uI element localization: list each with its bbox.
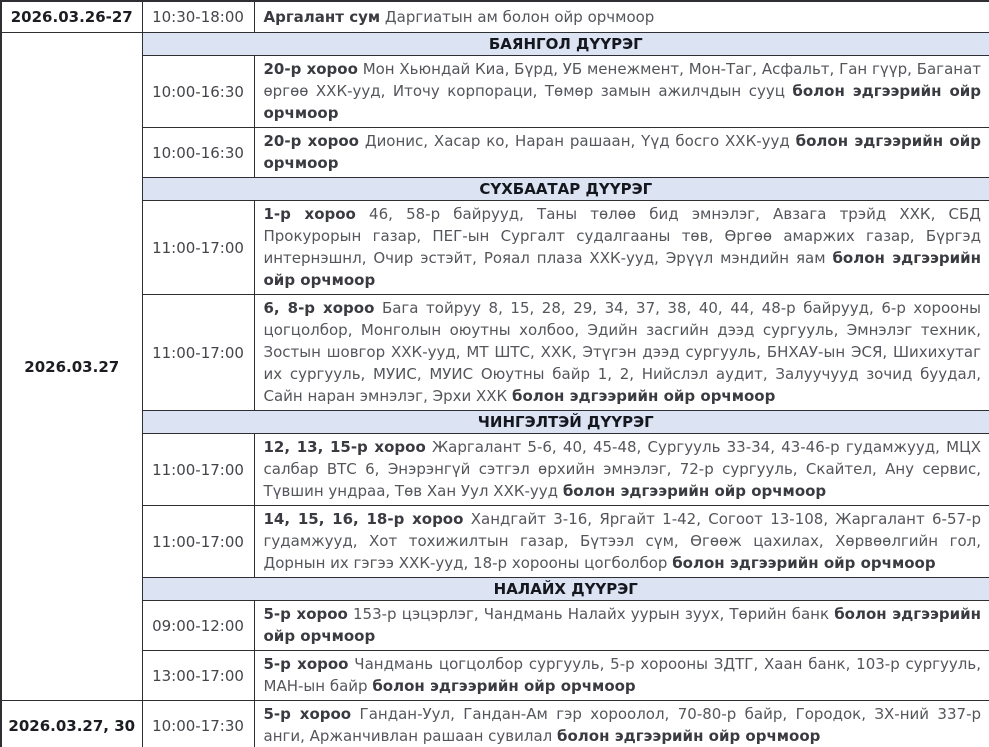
area-description-cell — [254, 701, 989, 747]
area-description-cell — [254, 506, 989, 578]
vicinity-suffix: болон эдгээрийн ойр орчмоор — [372, 677, 636, 695]
area-description-cell — [254, 601, 989, 651]
table-row — [1, 295, 989, 411]
merged-date-cell: 2026.03.27 — [1, 33, 142, 701]
area-list: Мон Хьюндай Киа, Бүрд, УБ менежмент, Мон-Таг, Асфальт, Ган гүүр, Баганат өргөө ХХК-ууд, Иточу корпораци, Төмөр замын ажилчдын сууц — [263, 60, 981, 100]
khoroo-prefix: 6, 8-р хороо — [263, 299, 375, 317]
khoroo-prefix: 1-р хороо — [263, 205, 356, 223]
time-cell: 09:00-12:00 — [142, 601, 254, 651]
area-description-cell — [254, 651, 989, 701]
table-row — [1, 1, 989, 33]
district-header-row — [1, 411, 989, 434]
khoroo-prefix: 5-р хороо — [263, 605, 348, 623]
table-row — [1, 56, 989, 128]
khoroo-prefix: 20-р хороо — [263, 60, 358, 78]
vicinity-suffix: болон эдгээрийн ойр орчмоор — [672, 554, 936, 572]
district-header-row — [1, 178, 989, 201]
table-row — [1, 506, 989, 578]
khoroo-prefix: 12, 13, 15-р хороо — [263, 438, 426, 456]
table-row — [1, 701, 989, 747]
district-header: СҮХБААТАР ДҮҮРЭГ — [142, 178, 989, 201]
date-cell: 2026.03.27, 30 — [1, 701, 142, 747]
area-description-cell — [254, 434, 989, 506]
time-cell: 11:00-17:00 — [142, 201, 254, 295]
vicinity-suffix: болон эдгээрийн ойр орчмоор — [562, 482, 827, 500]
table-row — [1, 601, 989, 651]
area-description-cell — [254, 56, 989, 128]
khoroo-prefix: 5-р хороо — [263, 655, 349, 673]
vicinity-suffix: болон эдгээрийн ойр орчмоор — [263, 605, 981, 645]
vicinity-suffix: болон эдгээрийн ойр орчмоор — [263, 82, 981, 122]
time-cell: 13:00-17:00 — [142, 651, 254, 701]
area-description-cell — [254, 1, 989, 33]
table-row — [1, 434, 989, 506]
location-prefix: Аргалант сум — [263, 8, 381, 26]
table-row — [1, 128, 989, 178]
vicinity-suffix: болон эдгээрийн ойр орчмоор — [511, 387, 776, 405]
district-header: НАЛАЙХ ДҮҮРЭГ — [142, 578, 989, 601]
district-header-row — [1, 33, 989, 56]
table-row — [1, 651, 989, 701]
time-cell: 11:00-17:00 — [142, 434, 254, 506]
date-cell: 2026.03.26-27 — [1, 1, 142, 33]
area-list: Бага тойруу 8, 15, 28, 29, 34, 37, 38, 40, 44, 48-р байрууд, 6-р хорооны цогцолбор, Монголын оюутны холбоо, Эдийн засгийн дээд сургууль, Эмнэлэг техник, Зостын шовгор ХХК-ууд, МТ ШТС, ХХК, Этүгэн дээд сургууль, БНХАУ-ын ЭСЯ, Шихихутаг их сургууль, МУИС, МУИС Оюутны байр 1, 2, Нийслэл аудит, Залуучууд зочид буудал, Сайн наран эмнэлэг, Эрхи ХХК — [263, 299, 981, 405]
area-list: Чандмань цогцолбор сургууль, 5-р хорооны ЗДТГ, Хаан банк, 103-р сургууль, МАН-ын байр — [263, 655, 981, 695]
area-list: Хандгайт 3-16, Яргайт 1-42, Согоот 13-108, Жаргалант 6-57-р гудамжууд, Хот тохижилтын газар, Бүтээл сүм, Өгөөж цахилах, Хөрвөөлгийн гол, Дорнын их гэгээ ХХК-ууд, 18-р хорооны цогболбор — [263, 510, 981, 572]
table-row — [1, 201, 989, 295]
area-description-cell — [254, 128, 989, 178]
area-list: 153-р цэцэрлэг, Чандмань Налайх уурын зуух, Төрийн банк — [353, 605, 830, 623]
area-list: 46, 58-р байрууд, Таны төлөө бид эмнэлэг, Авзага трэйд ХХК, СБД Прокурорын газар, ПЕГ-ын Сургалт судалгааны төв, Өргөө амаржих газар, Бүргэд интернэшнл, Очир эстэйт, Рояал плаза ХХК-ууд, Эрүүл мэндийн яам — [263, 205, 981, 267]
area-list: Жаргалант 5-6, 40, 45-48, Сургууль 33-34, 43-46-р гудамжууд, МЦХ салбар ВТС 6, Энэрэнгүй сэтгэл өрхийн эмнэлэг, 72-р сургууль, Скайтел, Ану сервис, Түвшин ундраа, Төв Хан Уул ХХК-ууд — [263, 438, 981, 500]
khoroo-prefix: 14, 15, 16, 18-р хороо — [263, 510, 464, 528]
district-header: БАЯНГОЛ ДҮҮРЭГ — [142, 33, 989, 56]
area-list: Дионис, Хасар ко, Наран рашаан, Үүд босго ХХК-ууд — [364, 132, 790, 150]
khoroo-prefix: 20-р хороо — [263, 132, 359, 150]
time-cell: 10:00-17:30 — [142, 701, 254, 747]
vicinity-suffix: болон эдгээрийн ойр орчмоор — [263, 132, 981, 172]
time-cell: 10:00-16:30 — [142, 56, 254, 128]
district-header-row — [1, 578, 989, 601]
khoroo-prefix: 5-р хороо — [263, 705, 352, 723]
time-cell: 11:00-17:00 — [142, 506, 254, 578]
area-list: Гандан-Уул, Гандан-Ам гэр хороолол, 70-80-р байр, Городок, ЗХ-ний 337-р анги, Аржанчивлан рашаан сувилал — [263, 705, 981, 745]
area-description-cell — [254, 295, 989, 411]
vicinity-suffix: болон эдгээрийн ойр орчмоор — [263, 249, 981, 289]
time-cell: 11:00-17:00 — [142, 295, 254, 411]
time-cell: 10:30-18:00 — [142, 1, 254, 33]
area-description-cell — [254, 201, 989, 295]
area-list: Даргиатын ам болон ойр орчмоор — [384, 8, 655, 26]
district-header: ЧИНГЭЛТЭЙ ДҮҮРЭГ — [142, 411, 989, 434]
time-cell: 10:00-16:30 — [142, 128, 254, 178]
vicinity-suffix: болон эдгээрийн ойр орчмоор — [557, 727, 821, 745]
